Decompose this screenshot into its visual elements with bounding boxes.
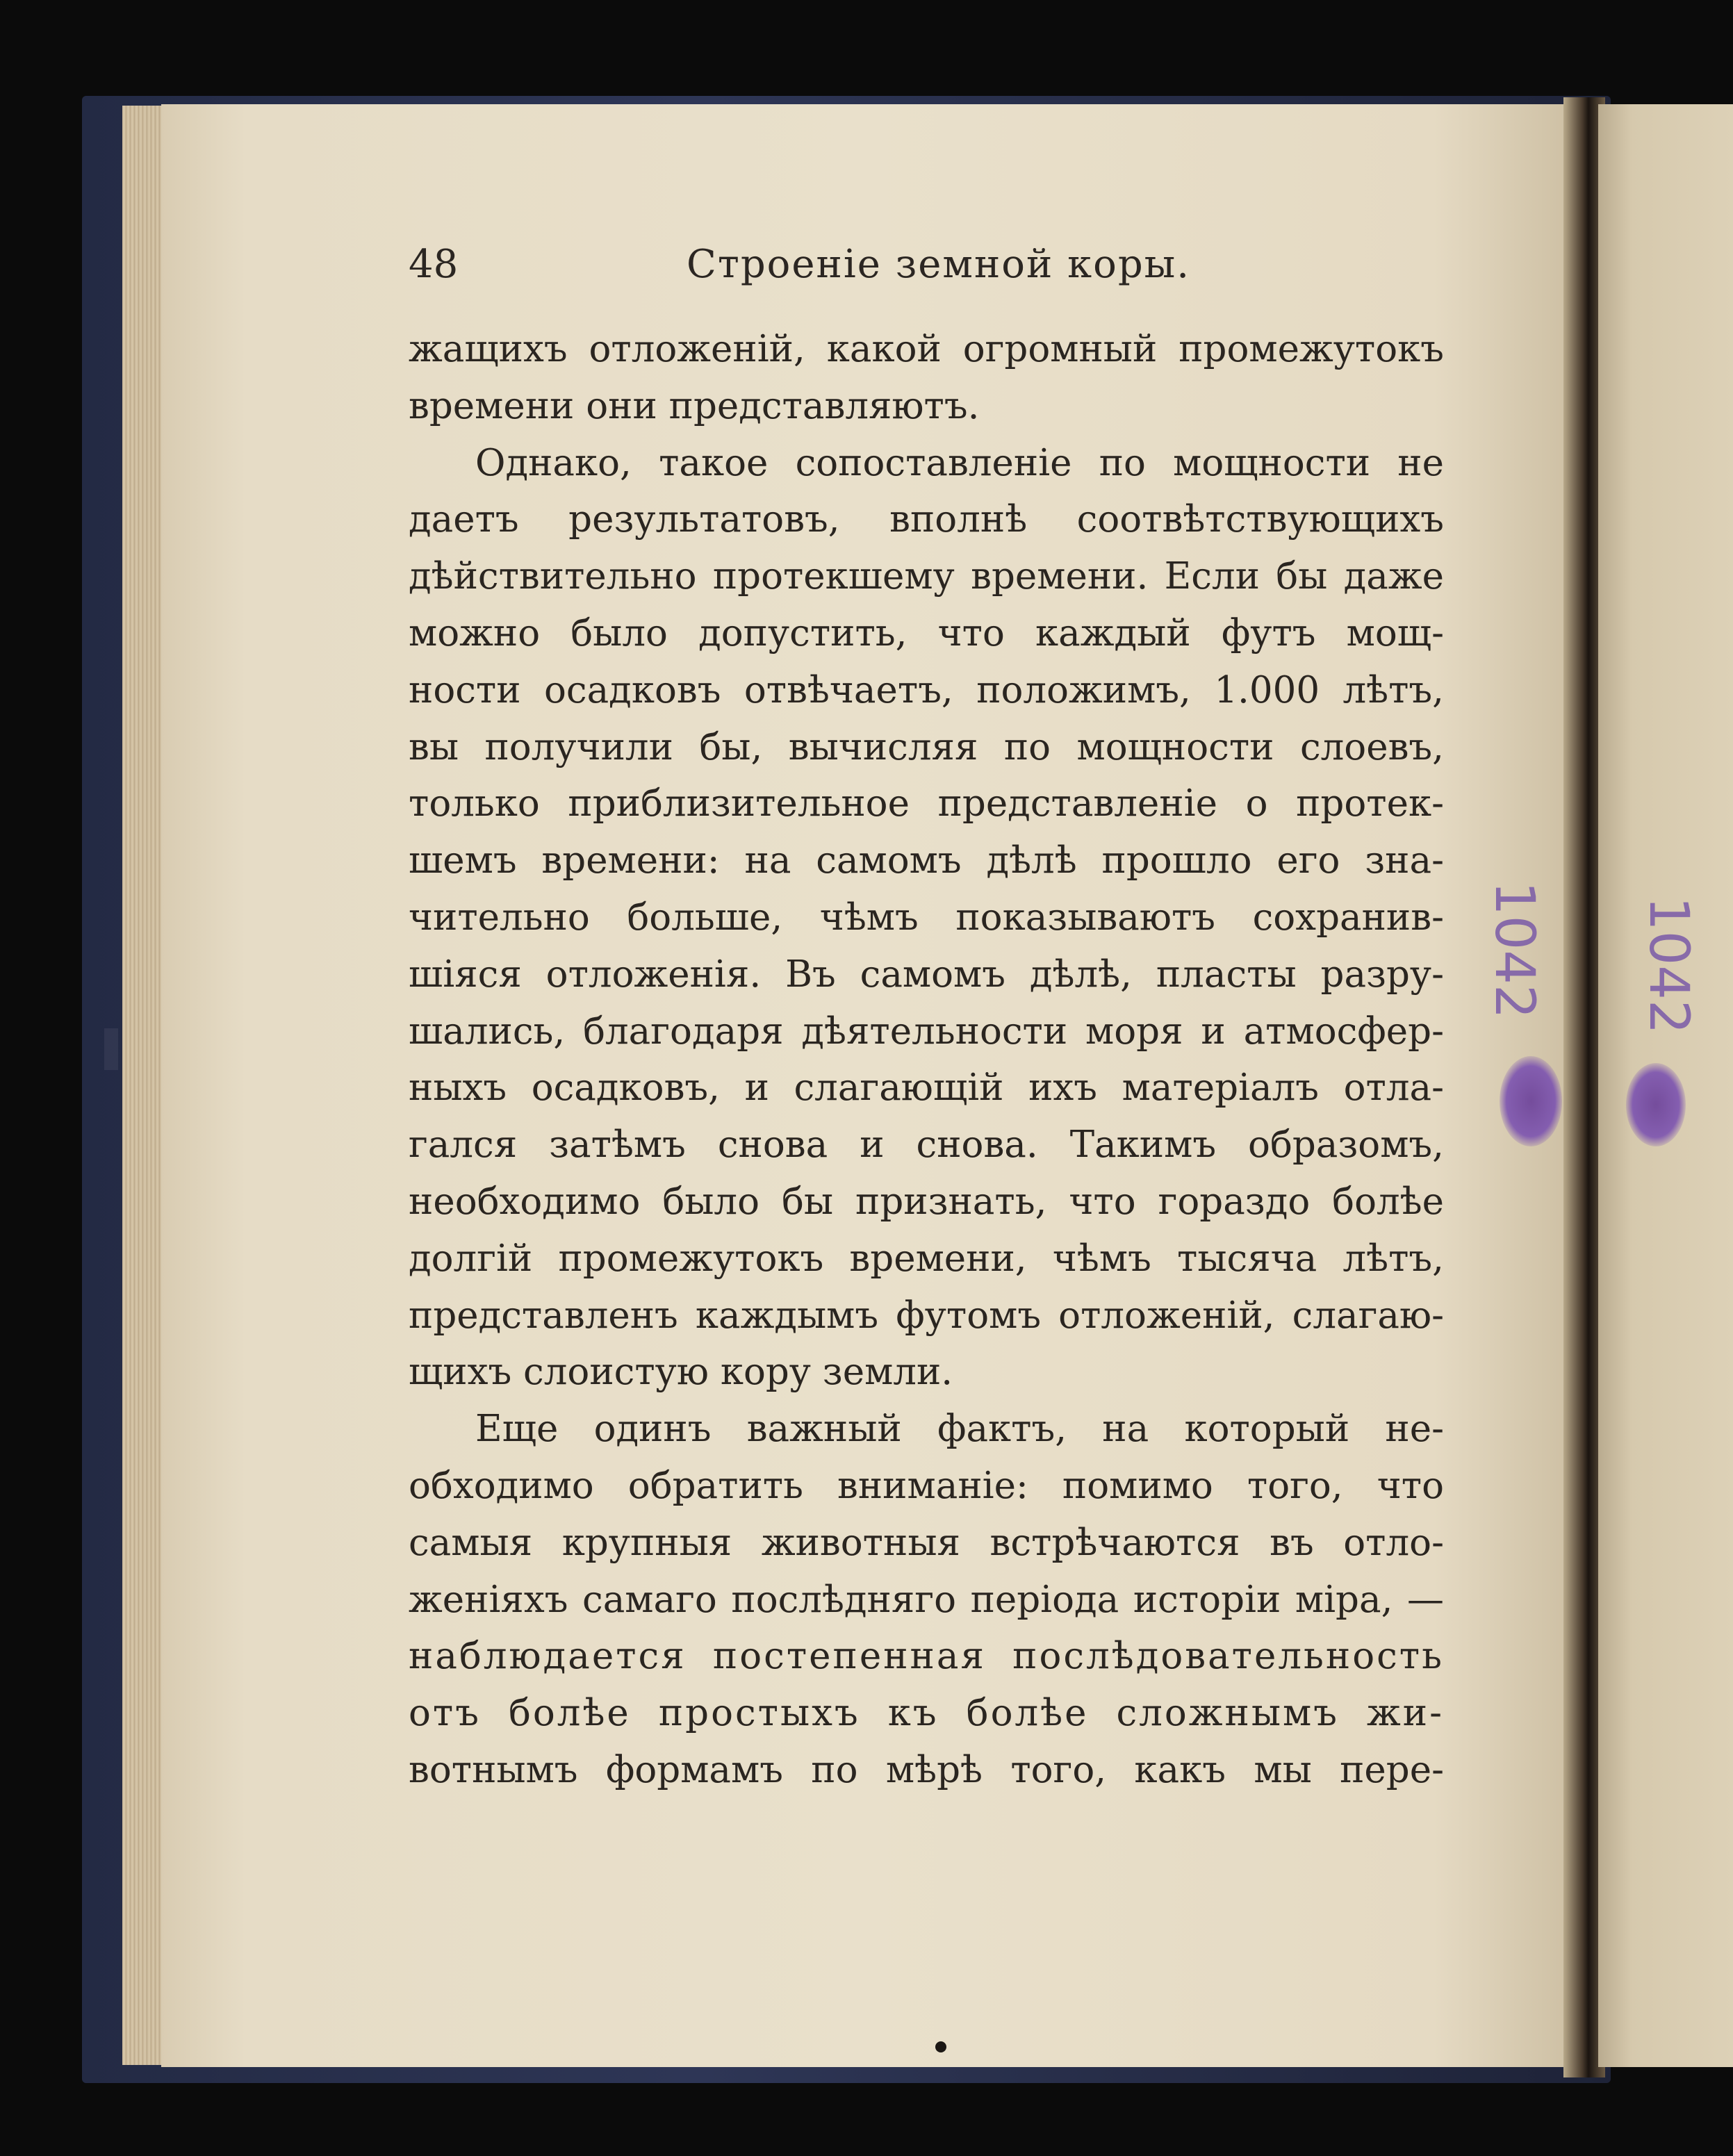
shelf-number-right: 1042 [1637,896,1700,1035]
text-line: щихъ слоистую кору земли. [409,1351,953,1394]
text-line: ныхъ осадковъ, и слагающiй ихъ матерiалъ отла- [409,1067,1444,1110]
paragraph-2 [409,435,1444,1401]
text-line: необходимо было бы признать, что гораздо болѣе [409,1180,1444,1223]
text-line: даетъ результатовъ, вполнѣ соотвѣтствующихъ [409,498,1444,541]
text-line: жащихъ отложенiй, какой огромный промежутокъ [409,328,1444,370]
page-number: 48 [409,242,459,287]
text-line: чительно больше, чѣмъ показываютъ сохранив- [409,896,1444,939]
running-title: Строенiе земной коры. [687,242,1191,287]
text-line: представленъ каждымъ футомъ отложенiй, слагаю- [409,1294,1444,1337]
text-line: гался затѣмъ снова и снова. Такимъ образомъ, [409,1124,1444,1167]
text-line: времени они представляютъ. [409,384,980,427]
library-stamp-left [1500,1056,1562,1146]
text-line: Однако, такое сопоставленiе по мощности не [475,441,1444,484]
text-line: можно было допустить, что каждый футъ мощ- [409,611,1444,655]
text-line: вотнымъ формамъ по мѣрѣ того, какъ мы пере- [409,1748,1444,1791]
text-line: вы получили бы, вычисляя по мощности слоевъ, [409,725,1444,768]
binding-wear [104,1028,118,1070]
text-line: Еще одинъ важный фактъ, на который не- [475,1408,1444,1451]
text-line: шiяся отложенiя. Въ самомъ дѣлѣ, пласты разру- [409,953,1444,996]
text-line: наблюдается постепенная послѣдовательность [409,1635,1444,1678]
text-line: только приблизительное представленiе о протек- [409,782,1444,825]
shelf-number-left: 1042 [1483,881,1545,1019]
page-stack-edge [122,106,163,2065]
text-line: дѣйствительно протекшему времени. Если бы даже [409,555,1444,598]
page-header [409,242,1444,297]
text-line: долгiй промежутокъ времени, чѣмъ тысяча лѣтъ, [409,1237,1444,1280]
text-line: обходимо обратить вниманiе: помимо того, что [409,1464,1444,1507]
text-line: шались, благодаря дѣятельности моря и атмосфер- [409,1010,1444,1053]
text-line: женiяхъ самаго послѣдняго перiода исторiи мiра, — [409,1578,1444,1621]
text-line: отъ болѣе простыхъ къ болѣе сложнымъ жи- [409,1692,1444,1735]
signature-mark [935,2041,946,2052]
paragraph-3 [409,1401,1444,1799]
paragraph-1 [409,321,1444,435]
text-line: самыя крупныя животныя встрѣчаются въ отло- [409,1521,1444,1564]
page-body [409,321,1444,1799]
text-line: шемъ времени: на самомъ дѣлѣ прошло его зна- [409,839,1444,882]
text-line: ности осадковъ отвѣчаетъ, положимъ, 1.000 лѣтъ, [409,668,1444,711]
library-stamp-right [1626,1063,1686,1146]
